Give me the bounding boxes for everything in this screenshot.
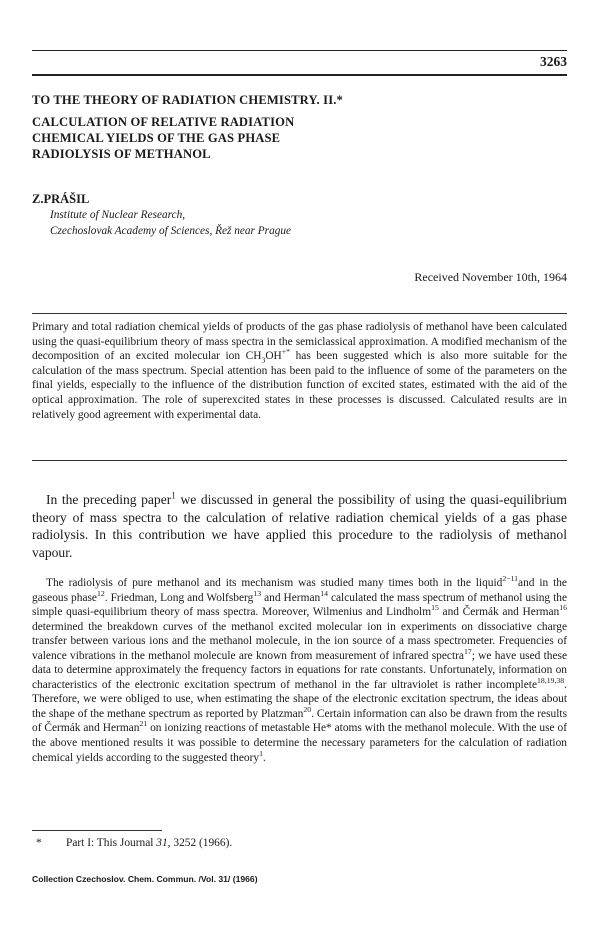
body-ref: 2−11 (502, 574, 519, 584)
body-text: calculated the mass spectrum of methanol using the simple quasi-equilibrium theory of mass spectra. Moreover, Wilmenius and Lindholm (32, 591, 567, 619)
body-text: The radiolysis of pure methanol and its mechanism was studied many times both in the liquid (46, 577, 503, 589)
title-line-1: CALCULATION OF RELATIVE RADIATION (32, 115, 295, 129)
intro-ref: 1 (171, 490, 176, 501)
body-text: . Certain information can also be drawn from the results of Čermák and Herman (32, 707, 568, 735)
title-line-2: CHEMICAL YIELDS OF THE GAS PHASE (32, 131, 281, 145)
title-line-3: RADIOLYSIS OF METHANOL (32, 147, 211, 161)
body-paragraph (32, 576, 567, 765)
body-text: and in the gaseous phase (32, 577, 567, 604)
body-ref: 17 (463, 646, 472, 656)
series-title: TO THE THEORY OF RADIATION CHEMISTRY. II.* (32, 93, 343, 107)
body-text: and Herman (261, 591, 321, 604)
intro-paragraph (32, 491, 567, 561)
body-text: . Friedman, Long and Wolfsberg (104, 591, 254, 604)
body-ref: 12 (97, 588, 105, 598)
affiliation-line-2: Czechoslovak Academy of Sciences, Řež near Prague (50, 224, 292, 237)
body-ref: 18,19,38 (537, 676, 565, 686)
affiliation (50, 208, 291, 239)
abstract-text-2: OH (265, 350, 282, 363)
footnote (36, 837, 232, 849)
intro-text-1: In the preceding paper (46, 492, 172, 507)
body-text: and Čermák and Herman (438, 606, 560, 619)
abstract-superscript: +* (281, 347, 291, 357)
footnote-rule (32, 830, 162, 831)
body-text: determined the breakdown curves of the methanol excited molecular ion in experiments on dissociative charge transfer between various ions and the methanol molecule, in the ion source of a mass spectrometer. Frequencies of valence vibrations in the methanol molecule are known from measurement of infrared spectra (32, 620, 567, 662)
body-text: . Therefore, we were obliged to use, when estimating the shape of the electronic excitation spectrum, the ideas about the shape of the methane spectrum as reported by Platzman (32, 678, 567, 720)
author-name: Z.PRÁŠIL (32, 192, 90, 206)
journal-citation: Collection Czechoslov. Chem. Commun. /Vol. 31/ (1966) (32, 874, 258, 884)
footnote-text: Part I: This Journal (66, 837, 157, 849)
abstract-rule-bottom (32, 460, 567, 461)
abstract-rule-top (32, 313, 567, 314)
body-ref: 21 (139, 719, 148, 729)
article-title (32, 92, 562, 162)
body-text: on ionizing reactions of metastable He* atoms with the methanol molecule. With the use of the above mentioned results it was possible to determine the necessary parameters for the calculation of radiation chemical yields according to the suggested theory (32, 722, 567, 764)
affiliation-line-1: Institute of Nuclear Research, (50, 209, 186, 221)
footnote-volume: 31 (156, 837, 168, 849)
header-rule-bottom (32, 74, 567, 76)
intro-text-2: we discussed in general the possibility of using the quasi-equilibrium theory of mass spectra to the calculation of relative radiation chemical yields of a gas phase radiolysis. In this contribution we have applied this procedure to the radiolysis of methanol vapour. (32, 492, 568, 560)
header-rule-top (32, 50, 567, 51)
body-text: ; we have used these data to determine approximately the frequency factors in equations for rate constants. Unfortunately, information on characteristics of the electronic excitation spectrum of methanol in the far ultraviolet is rather incomplete (32, 649, 568, 691)
body-ref: 13 (253, 588, 262, 598)
body-ref: 14 (320, 588, 328, 598)
page-number: 3263 (540, 54, 567, 69)
body-text: . (262, 751, 266, 764)
abstract-text-1: Primary and total radiation chemical yields of products of the gas phase radiolysis of methanol have been calculated using the quasi-equilibrium theory of mass spectra in the semiclassical approximation. A modified mechanism of the decomposition of an excited molecular ion CH (32, 321, 567, 363)
footnote-marker: * (36, 837, 42, 849)
abstract-subscript: 3 (261, 355, 266, 365)
body-ref: 1 (259, 748, 263, 758)
abstract (32, 320, 567, 422)
received-date: Received November 10th, 1964 (414, 270, 567, 284)
footnote-text-end: , 3252 (1966). (167, 837, 233, 849)
abstract-text-3: has been suggested which is also more suitable for the calculation of the mass spectrum. Special attention has been paid to the influence of some of the parameters on the final yields, especially to the influence of the distribution function of excited states, estimated with the aid of the optical approximation. The role of superexcited states in these processes is discussed. Calculated results are in relatively good agreement with experimental data. (32, 350, 568, 421)
body-ref: 16 (559, 603, 567, 613)
body-ref: 15 (431, 603, 439, 613)
body-ref: 20 (303, 705, 312, 715)
